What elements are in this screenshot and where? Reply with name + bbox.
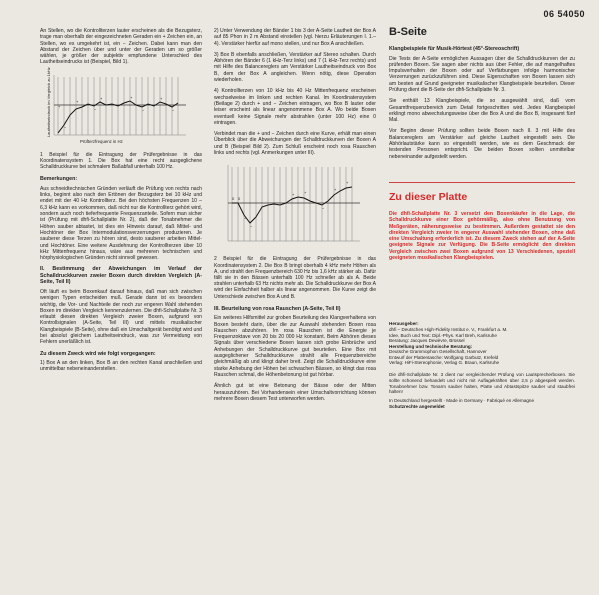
imprint-line: Idee, Buch und Text: Dipl.-Phys. Karl Breh, Karlsruhe [389,332,497,338]
column-middle [214,28,376,407]
graph-2 [214,161,364,253]
svg-text:+: + [76,98,79,104]
graph-1 [40,67,190,149]
caption-1: 1 Beispiel für die Eintragung der Prüfergebnisse in das Koordinatensystem 1. Die Box hat eine recht ausgeglichene Schalldruckkurve bei schmalem Baßabfall unterhalb 100 Hz. [40,151,202,171]
paragraph: Vor Beginn dieser Prüfung sollten beide Boxen nach II. 3 mit Hilfe des Balancereglers am Verstärker auf gleiche Lautheit eingestellt sein. Die Abhörlautstärke kann so eingestellt werden, wie es dem Geschmack der testenden Personen entspricht. Die beiden Boxen sollten unmittelbar nebeneinander aufgestellt werden. [389,128,575,160]
paragraph: 3) Box B ebenfalls anschließen, Verstärker auf Stereo schalten. Durch Abhören der Bänder 6 (1 kHz-Terz links) und 7 (1 kHz-Terz rechts) und mit Hilfe des Balancereglers am Verstärker Lautheitseindruck von Box B, dem der Box A angleichen. Wenn nötig, diese Operation wiederholen. [214,51,376,84]
imprint-line: Verlag: HiFi-Stereophonie, Verlag G. Braun, Karlsruhe [389,360,500,366]
paragraph: 4) Kontrollterzen von 10 kHz bis 40 Hz Mittenfrequenz erscheinen wechselweise im linken und rechten Kanal. Im Koordinatensystem (Beilage 2) durch + und − Zeichen eintragen, wo Box B lauter oder leiser erscheint als linear angenommene Box A. Wo beide Boxen eventuell keine Signale mehr abstrahlen (unter 100 Hz) eine 0 eintragen. [214,88,376,126]
imprint-line: Entwurf der Plattentasche: Wolfgang Garbutz, Krefeld [389,354,499,360]
paragraph: Ähnlich gut ist eine Betonung der Bässe oder der Mitten herauszuhören. Bei Vorhandensein einer Umschaltvorrichtung können mehrere Boxen diesem Test unterworfen werden. [214,383,376,402]
imprint-line: Deutsche Grammophon Gesellschaft, Hannover [389,349,487,355]
svg-text:+: + [304,190,307,196]
red-divider [389,182,575,183]
paragraph: Ein weiteres Hilfsmittel zur groben Beurteilung des Klangverhaltens von Boxen besteht darin, über die zur Auswahl stehenden Boxen rosa Rauschen abzuhören. Im rosa Rauschen ist die Energie je Frequenzoktave von 20 bis 20 000 Hz konstant. Beim Abhören dieses Signals über verschiedene Boxen lassen sich grobe Einbrüche und Anhebungen der Schalldruckkurve gut beurteilen. Eine Box mit ausgeglichener Schalldruckkurve strahlt alle Frequenzbereiche gleichmäßig ab und klingt daher breit. Zeigt die Schalldruckkurve eine starke Anhebung der Höhen bei schwachen Bässen, so klingt das rosa Rauschen schmal, die Höhenbetonung ist gut hörbar. [214,315,376,378]
paragraph: 1) Box A an den linken, Box B an den rechten Kanal anschließen und unmittelbar nebeneinanderstellen. [40,360,202,373]
svg-text:+: + [160,95,163,101]
paragraph: An Stellen, wo die Kontrollterzen lauter erscheinen als die Bezugsterz, trage man oberhalb der eingezeichneten Geraden ein + Zeichen ein, an Stellen, wo es umgekehrt ist, ein − Zeichen. Dabei kann man den Abstand der Zeichen über und unter der Geraden um so größer wählen, je größer der subjektiv empfundene Unterschied des Lautheitseindrucks ist (Beispiel, Bild 1). [40,28,202,66]
svg-text:−: − [64,124,67,130]
heading-bemerkungen: Bemerkungen: [40,176,78,183]
heading-procedure: Zu diesem Zweck wird wie folgt vorgegangen: [40,350,156,357]
graph-1-ylabel: Lautheitseindruck im Vergleich zu 1kHz [45,67,51,137]
imprint-line: dhfi – Deutsches High-Fidelity Institut e. V., Frankfurt a. M. [389,326,508,332]
column-left [40,28,202,378]
imprint [389,321,575,366]
svg-text:+: + [100,95,103,101]
paragraph: Die Tests der A-Seite ermöglichen Aussagen über die Schalldruckkurven der zu prüfenden Boxen. Sie sagen aber nichts aus über Fehler, die auf mangelhaftes Impulsverhalten der Boxen oder auf Verfärbungen infolge harmonischer Verzerrungen zurückzuführen sind. Diese Eigenschaften von Boxen lassen sich am besten auf Grund geeigneter musikalischer Klangbeispiele beurteilen. Dieser Prüfung dient die B-Seite der dhfi-Schallplatte Nr. 3. [389,55,575,93]
svg-text:−: − [142,107,145,113]
paragraph: Sie enthält 13 Klangbeispiele, die so ausgewählt sind, daß vom Gesamtfrequenzbereich zum Detail fortgeschritten wird. Jedes Klangbeispiel erklingt mono abwechslungsweise über die Box A und die Box B, insgesamt fünf Mal. [389,98,575,124]
imprint-line: Beratung: Jacques Dewèvre, Brüssel [389,338,465,344]
graph-1-xlabel: Prüfterzfrequenz in Hz [80,138,123,144]
svg-text:+: + [334,187,337,193]
heading-section-3: III. Beurteilung von rosa Rauschen (A-Seite, Teil II) [214,305,341,312]
footer-note [389,372,575,410]
svg-text:+: + [346,180,349,186]
about-record-title: Zu dieser Platte [389,190,468,203]
column-right [389,26,575,410]
side-b-title: B-Seite [389,26,427,38]
catalog-number: 06 54050 [543,9,585,19]
svg-text:−: − [172,107,175,113]
svg-text:0: 0 [232,196,235,202]
paragraph: Verbindet man die + und − Zeichen durch eine Kurve, erhält man einen Überblick über die Abweichungen der Schalldruckkurven der Boxen A und B (Beispiel Bild 2). Zum Schluß erscheint noch rosa Rauschen links und rechts (vgl. Anmerkungen unter III). [214,131,376,157]
svg-text:0: 0 [238,196,241,202]
imprint-line: Herstellung und technische Beratung: [389,343,473,349]
paragraph: Aus schneidtechnischen Gründen verläuft die Prüfung von rechts nach links, beginnt also nach den Ertönen der Bezugsterz bei 10 kHz und endet mit der 40 Hz Kontrollterz. Bei den höchsten Frequenzen 10 – 6,3 kHz kann es vorkommen, daß nicht nur die Kontrollterz gehört wird, sondern auch noch tieferfrequente Frequenzanteile. Sofern man sicher ist (Prüfung mit dhfi-Schallplatte Nr. 2), daß der Tonabnehmer die Höhen sauber abtastet, ist dies ein Hinweis darauf, daß Mittel- und Hochtöner der Box Intermodulationsverzerrungen produzieren. Je sauberer diese Terzen zu hören sind, desto sauberer arbeiten Mittel- und Hochtöner. Eine weitere Ausdehnung der Kontrollterzen über 10 kHz Mittenfrequenz hinaus, wäre aus mehreren technischen und hörphysiologischen Gründen nicht sinnvoll gewesen. [40,185,202,262]
svg-text:−: − [250,224,253,230]
svg-text:−: − [244,216,247,222]
heading-section-2: II. Bestimmung der Abweichungen im Verlauf der Schalldruckkurven zweier Boxen durch direkten Vergleich (A-Seite, Teil II) [40,266,202,286]
svg-text:+: + [130,94,133,100]
svg-text:−: − [322,206,325,212]
caption-2: 2 Beispiel für die Eintragung der Prüfergebnisse in das Koordinatensystem 2. Die Box B bringt oberhalb 4 kHz mehr Höhen als A, und strahlt den Frequenzbereich 630 Hz bis 1,6 kHz stärker ab. Dafür fällt sie in den Bässen unterhalb 100 Hz schneller ab als A. Beide strahlen unterhalb 63 Hz nichts mehr ab. Die Schalldruckkurve der Box A wird der Einfachheit halber als linear angenommen. Die Kurve zeigt die Unterschiede zwischen Box A und B. [214,256,376,300]
footer-rights: Schutzrechte angemeldet [389,404,445,410]
imprint-line: Herausgeber: [389,321,419,327]
svg-text:+: + [58,103,61,109]
about-record-text: Die dhfi-Schallplatte Nr. 3 versetzt den Boxenkäufer in die Lage, die Schalldruckkurve einer Box gehörmäßig, also ohne Benutzung von Meßgeräten, näherungsweise zu bestimmen. Außerdem gestattet sie den direkten Vergleich zweier in engerer Auswahl stehender Boxen, ohne daß eine Umschaltung erforderlich ist. Zu diesem Zweck stehen auf der A-Seite geeignete Signale zur Verfügung. Die B-Seite ermöglicht den direkten Vergleich zwischen zwei Boxen aufgrund von 13 Verschiedenen, speziell geeigneten musikalischen Klangbeispielen. [389,210,575,262]
footer-origin: In Deutschland hergestellt · Made in Germany · Fabriqué en Allemagne [389,398,535,404]
paragraph: Oft läuft es beim Boxenkauf darauf hinaus, daß man sich zwischen wenigen Typen entscheiden muß. Gerade dann ist es besonders wichtig, die Vor- und Nachteile der noch zur engeren Wahl stehenden Boxen im direkten Vergleich kennenzulernen. Die dhfi-Schallplatte Nr. 3 erlaubt diesen direkten Vergleich zweier Boxen, aufgrund von Kontrollsignalen (A-Seite, Teil III) und mittels musikalischer Klangbeispiele (B-Seite), ohne daß ein Umschaltgerät benötigt wird und bei absolut gleichem Lautheitseindruck, was zur Vermeidung von Fehlern unerläßlich ist. [40,288,202,346]
svg-text:−: − [94,106,97,112]
paragraph: 2) Unter Verwendung der Bänder 1 bis 3 der A-Seite Lautheit der Box A auf 85 Phon in 2 m Abstand einstellen (vgl. hierzu Erläuterungen I. 1.–4). Verstärker hierfür auf mono stellen, und nur Box A anschließen. [214,28,376,47]
svg-text:+: + [292,192,295,198]
side-b-subtitle: Klangbeispiele für Musik-Hörtest (45°-Stereoschrift) [389,46,520,52]
footer-text: Die dhfi-Schallplatte Nr. 3 dient nur vergleichender Prüfung von Lautsprecherboxen. Sie sollte schonend behandelt und nicht mit Auflagekräften über 2,5 p abgespielt werden. Tonabnehmer bzw. Tonarm sauber halten, Platte und Abtastspitze sauber und staubfrei halten! [389,372,575,395]
